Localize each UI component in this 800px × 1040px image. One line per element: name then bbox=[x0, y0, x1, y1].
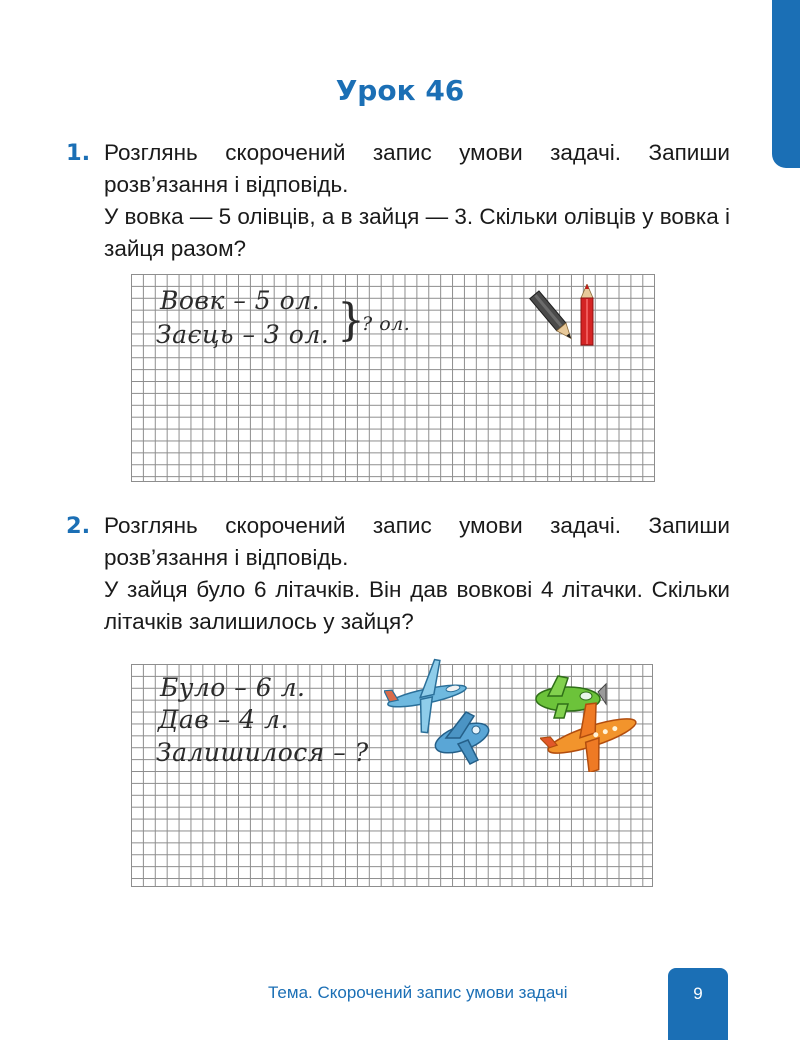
page-number-box bbox=[668, 968, 728, 1040]
task-1-note-question: ? ол. bbox=[362, 313, 411, 335]
task-2-text: У зайця було 6 літачків. Він дав вовкові 4 літачки. Скільки літачків залишилось у зайця? bbox=[104, 577, 730, 634]
task-2-note-line-3: Залишилося – ? bbox=[156, 738, 369, 767]
task-1-number: 1. bbox=[66, 140, 91, 166]
task-2-note-line-2: Дав – 4 л. bbox=[158, 705, 289, 734]
task-2-note-line-1: Було – 6 л. bbox=[160, 673, 306, 702]
lesson-title: Урок 46 bbox=[335, 74, 465, 107]
task-2 bbox=[66, 510, 730, 638]
red-pencil-icon bbox=[578, 284, 596, 346]
task-1-text: У вовка — 5 олівців, а в зайця — 3. Скільки олівців у вовка і зайця разом? bbox=[104, 204, 730, 261]
task-1 bbox=[66, 137, 730, 265]
page-number: 9 bbox=[693, 984, 703, 1003]
grey-pencil-icon bbox=[528, 288, 578, 346]
blue-airplane-icon bbox=[430, 708, 494, 766]
task-1-instruction: Розглянь скорочений запис умови задачі. Запиши розв’язання і відповідь. bbox=[104, 140, 730, 197]
task-2-number: 2. bbox=[66, 513, 91, 539]
task-1-note-line-2: Заєць – 3 ол. bbox=[156, 320, 330, 349]
footer-topic: Тема. Скорочений запис умови задачі bbox=[268, 983, 568, 1002]
orange-airplane-icon bbox=[540, 700, 644, 772]
task-2-instruction: Розглянь скорочений запис умови задачі. Запиши розв’язання і відповідь. bbox=[104, 513, 730, 570]
task-1-brace: } bbox=[337, 295, 366, 346]
task-1-note-line-1: Вовк – 5 ол. bbox=[160, 286, 321, 315]
